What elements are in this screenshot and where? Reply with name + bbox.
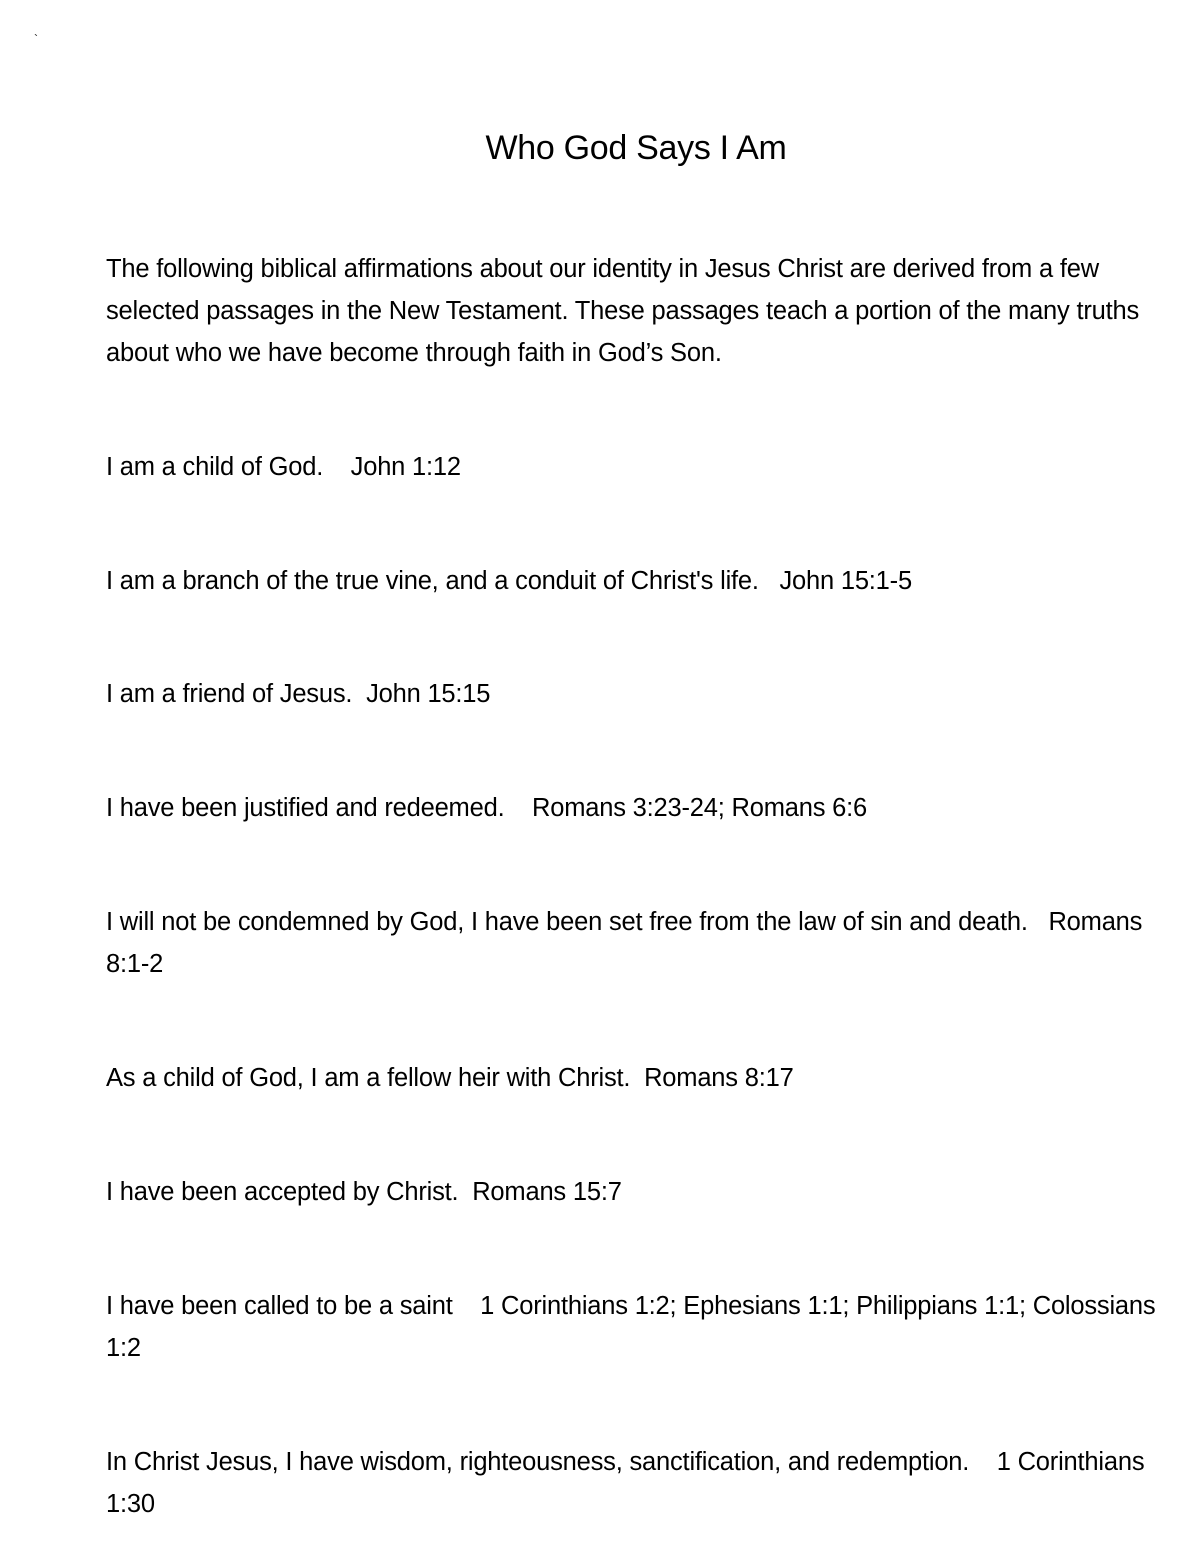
- affirmation-gap: [630, 1064, 644, 1092]
- intro-paragraph: The following biblical affirmations about our identity in Jesus Christ are derived from a few selected passages in the New Testament. These passages teach a portion of the many truths about who we have become through faith in God’s Son.: [106, 255, 1140, 367]
- affirmation-7: [106, 1171, 1166, 1213]
- scripture-reference: 1 Corinthians 1:30: [106, 1448, 1152, 1518]
- affirmation-5: [106, 901, 1166, 985]
- affirmation-text: I will not be condemned by God, I have been set free from the law of sin and death.: [106, 908, 1028, 936]
- affirmation-gap: [759, 567, 780, 595]
- affirmation-text: I have been accepted by Christ.: [106, 1178, 459, 1206]
- affirmation-9: [106, 1441, 1166, 1525]
- affirmation-4: [106, 787, 1166, 829]
- affirmation-text: In Christ Jesus, I have wisdom, righteousness, sanctification, and redemption.: [106, 1448, 970, 1476]
- scripture-reference: John 15:1-5: [779, 567, 912, 595]
- scripture-reference: Romans 8:17: [644, 1064, 794, 1092]
- affirmation-gap: [352, 680, 366, 708]
- affirmation-2: [106, 560, 1166, 602]
- affirmation-text: I am a friend of Jesus.: [106, 680, 353, 708]
- affirmation-text: I am a child of God.: [106, 453, 324, 481]
- affirmation-gap: [323, 453, 351, 481]
- affirmation-gap: [1028, 908, 1049, 936]
- scripture-reference: John 15:15: [366, 680, 491, 708]
- affirmation-gap: [453, 1292, 481, 1320]
- scripture-reference: Romans 8:1-2: [106, 908, 1150, 978]
- affirmation-gap: [504, 794, 532, 822]
- scripture-reference: 1 Corinthians 1:2; Ephesians 1:1; Philippians 1:1; Colossians 1:2: [106, 1292, 1163, 1362]
- affirmation-6: [106, 1057, 1166, 1099]
- affirmation-text: I have been called to be a saint: [106, 1292, 453, 1320]
- corner-mark: `: [34, 32, 38, 46]
- affirmation-text: I have been justified and redeemed.: [106, 794, 505, 822]
- affirmation-3: [106, 673, 1166, 715]
- scripture-reference: Romans 15:7: [472, 1178, 622, 1206]
- page-title: Who God Says I Am: [485, 129, 787, 167]
- scripture-reference: John 1:12: [350, 453, 461, 481]
- affirmation-gap: [969, 1448, 997, 1476]
- scripture-reference: Romans 3:23-24; Romans 6:6: [532, 794, 867, 822]
- affirmation-text: I am a branch of the true vine, and a conduit of Christ's life.: [106, 567, 759, 595]
- affirmation-gap: [458, 1178, 472, 1206]
- affirmation-8: [106, 1285, 1166, 1369]
- affirmation-1: [106, 446, 1166, 488]
- affirmation-text: As a child of God, I am a fellow heir with Christ.: [106, 1064, 631, 1092]
